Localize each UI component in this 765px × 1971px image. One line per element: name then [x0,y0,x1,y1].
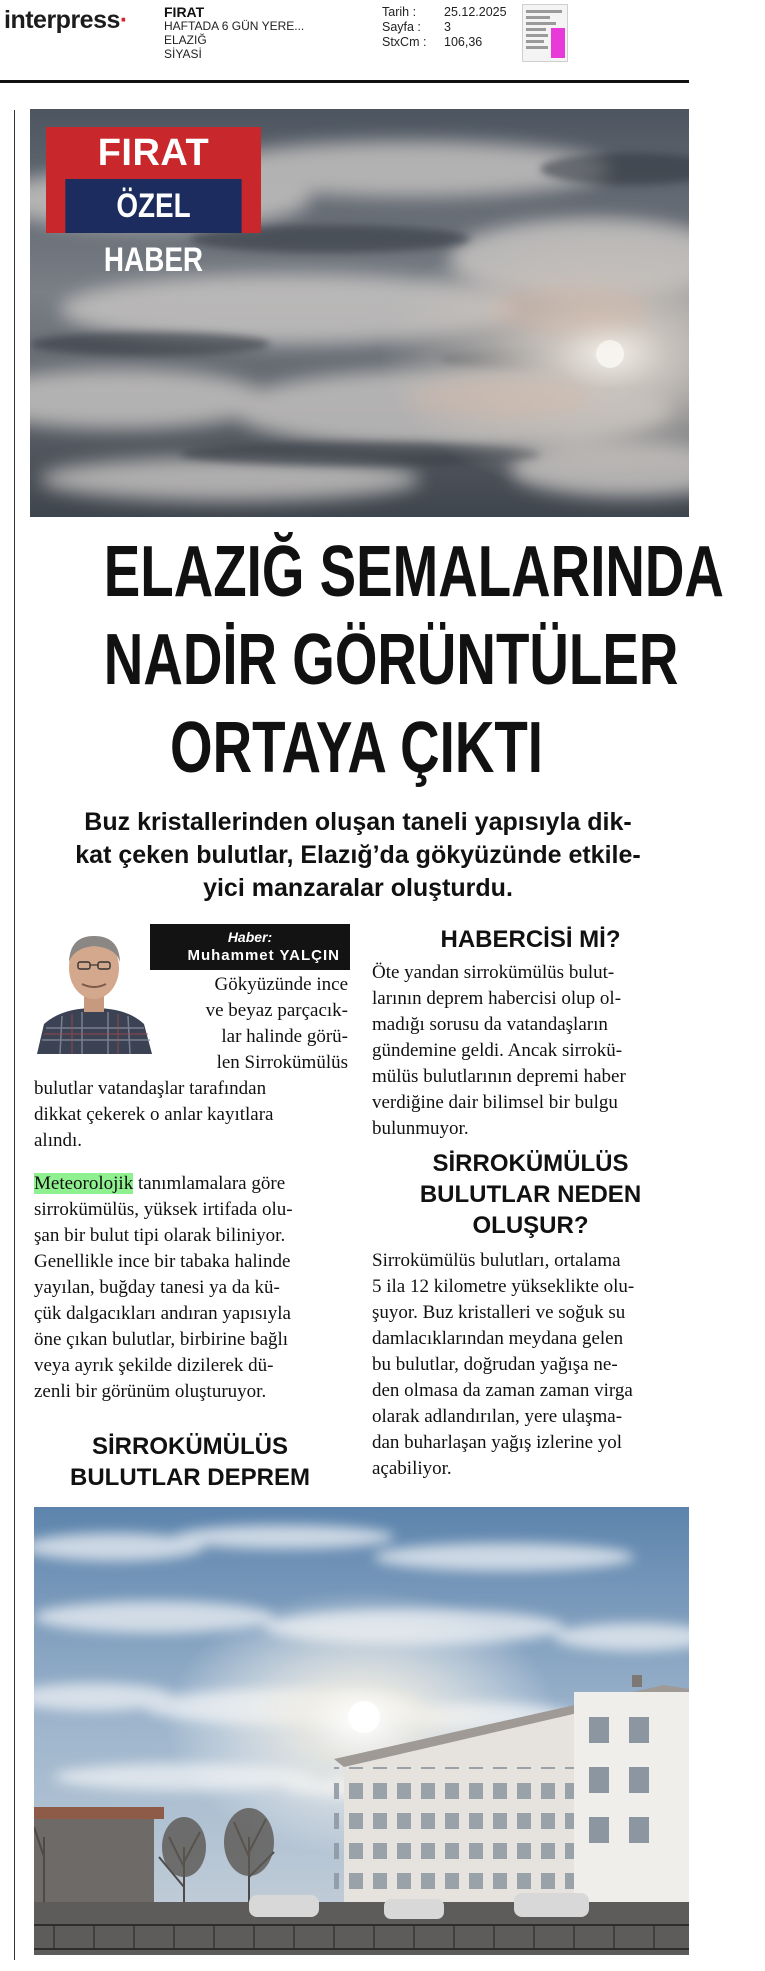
paragraph-1-rest: bulutlar vatandaşlar tarafından dikkat çekerek o anlar kayıtlara alındı. [34,1078,274,1151]
badge-top-text: FIRAT [97,132,210,174]
stx-value: 106,36 [444,35,483,49]
paragraph-1-wrapped: Gökyüzünde ince ve beyaz parçacık- lar halinde görü- len Sirrokümülüs [205,974,348,1073]
headline-line-2: NADİR GÖRÜNTÜLER [103,620,679,700]
publication-section: SİYASİ [164,47,202,61]
byline-box [150,924,350,970]
headline-line-3: ORTAYA ÇIKTI [170,708,543,788]
deck-subtitle: Buz kristallerinden oluşan taneli yapısıyla dik- kat çeken bulutlar, Elazığ’da gökyüzünde etkile- yici manzaralar oluşturdu. [75,808,641,902]
clipping-meta [382,5,507,50]
headline [24,528,724,792]
paragraph-4: Sirrokümülüs bulutları, ortalama 5 ila 12 kilometre yükseklikte olu- şuyor. Buz kristalleri ve soğuk su damlacıklarından meydana gelen bu bulutlar, doğrudan yağışa ne- den olmasa da zaman zaman virga olarak adlandırılan, yere ulaşma- dan buharlaşan yağış izlerine yol açabiliyor. [372,1250,635,1479]
highlighted-word: Meteorolojik [34,1173,134,1194]
publication-city: ELAZIĞ [164,33,207,47]
column-rule [14,110,15,1960]
badge-bottom-text: ÖZEL HABER [65,179,241,233]
date-value: 25.12.2025 [444,5,507,19]
subhead-neden-olusur: SİRROKÜMÜLÜS BULUTLAR NEDEN OLUŞUR? [419,1150,642,1239]
page-thumbnail[interactable] [522,4,568,62]
byline-label: Haber: [227,929,273,945]
stx-label: StxCm : [382,35,427,49]
page-value: 3 [444,20,451,34]
subhead-habercisi: HABERCİSİ Mİ? [440,926,621,953]
sky-photo-bottom [34,1507,689,1955]
interpress-logo: interpress· [4,6,128,34]
publication-info [164,5,304,61]
publication-name: FIRAT [164,4,205,20]
paragraph-2: Meteorolojik tanımlamalara göre sirrokümülüs, yüksek irtifada olu- şan bir bulut tipi olarak biliniyor. Genellikle ince bir tabaka halinde yayılan, buğday tanesi ya da kü- çük dalgacıkları andıran yapısıyla öne çıkan bulutlar, birbirine bağlı veya ayrık şekilde dizilerek dü- zenli bir görünüm oluşturuyor. [34,1173,293,1402]
page-label: Sayfa : [382,20,421,34]
publication-frequency: HAFTADA 6 GÜN YERE... [164,19,305,33]
headline-line-1: ELAZIĞ SEMALARINDA [103,532,724,612]
fırat-ozel-haber-badge [46,127,261,279]
subhead-deprem: SİRROKÜMÜLÜS BULUTLAR DEPREM [70,1433,310,1491]
author-photo [32,924,157,1054]
date-label: Tarih : [382,5,417,19]
header-divider [0,80,689,83]
paragraph-3: Öte yandan sirrokümülüs bulut- larının deprem habercisi olup ol- madığı sorusu da vatandaşların gündemine geldi. Ancak sirrokü- mülüs bulutlarının depremi haber verdiğine dair bilimsel bir bulgu bulunmuyor. [372,962,626,1139]
byline-author: Muhammet YALÇIN [187,947,340,964]
clipping-header [0,0,765,84]
